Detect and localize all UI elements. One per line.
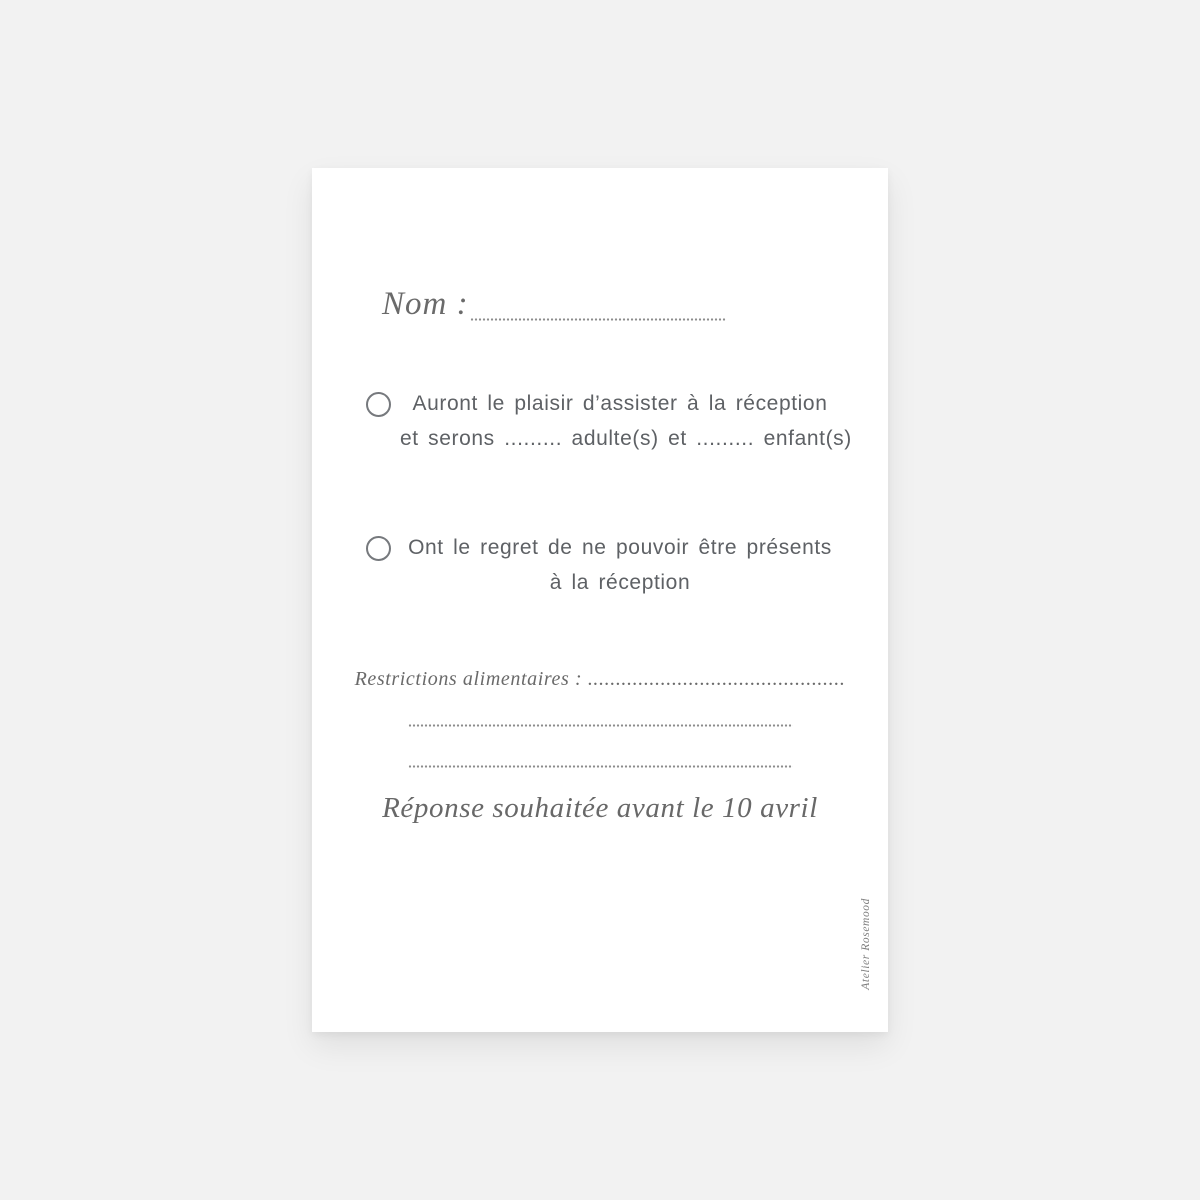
brand-credit: Atelier Rosemood (860, 898, 872, 990)
name-blank-line (470, 318, 726, 321)
attend-option-text (400, 386, 852, 456)
attend-option-line1: Auront le plaisir d’assister à la réception (412, 392, 828, 415)
dietary-restrictions-label: Restrictions alimentaires : .............................................. (354, 668, 846, 690)
attend-radio-circle (366, 392, 391, 417)
name-label: Nom : (382, 286, 469, 322)
restrictions-writing-line-2 (408, 765, 793, 768)
decline-option-line1: Ont le regret de ne pouvoir être présents (408, 536, 832, 559)
decline-option-text (400, 530, 840, 600)
decline-option-line2: à la réception (549, 571, 691, 594)
reply-deadline-text: Réponse souhaitée avant le 10 avril (382, 792, 818, 824)
restrictions-writing-line-1 (408, 724, 793, 727)
decline-radio-circle (366, 536, 391, 561)
attend-option-line2: et serons ......... adulte(s) et ......... enfant(s) (400, 427, 852, 450)
rsvp-card (312, 168, 888, 1032)
